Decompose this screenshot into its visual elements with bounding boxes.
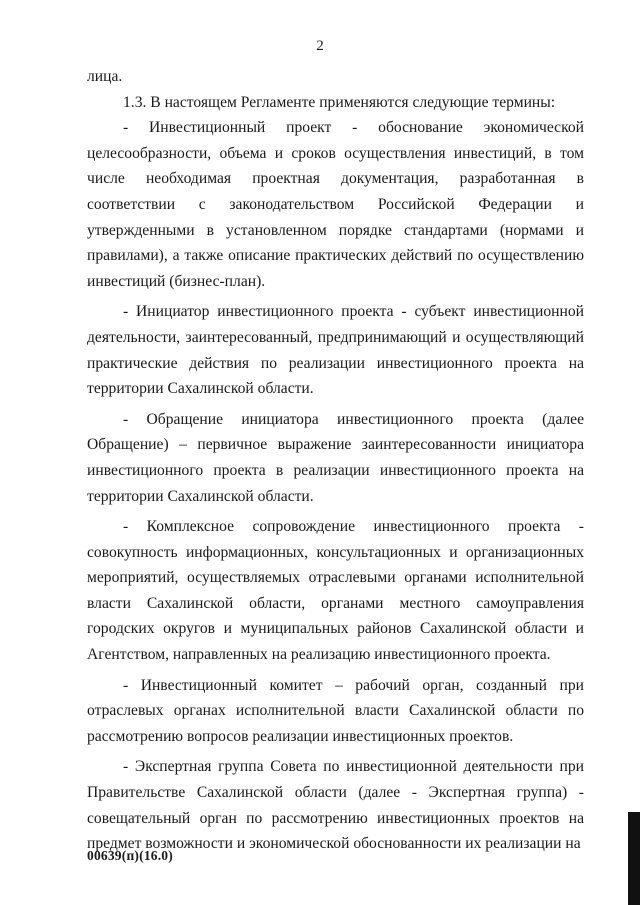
paragraph: - Инвестиционный проект - обоснование экономической целесообразности, объема и сроков осуществления инвестиций, в том числе необходимая проектная документация, разработанная в соответствии с законодательством Российской Федерации и утвержденными в установленном порядке стандартами (нормами и правилами), а также описание практических действий по осуществлению инвестиций (бизнес-план).: [87, 119, 584, 290]
paragraph: - Экспертная группа Совета по инвестиционной деятельности при Правительстве Сахалинской области (далее - Экспертная группа) - совещательный орган по рассмотрению инвестиционных проектов на предмет возможности и экономической обоснованности их реализации на: [87, 758, 584, 853]
paragraph: - Обращение инициатора инвестиционного проекта (далее Обращение) – первичное выражение заинтересованности инициатора инвестиционного проекта в реализации инвестиционного проекта на территории Сахалинской области.: [87, 410, 584, 505]
paragraph: лица.: [87, 68, 123, 85]
paragraph: - Инвестиционный комитет – рабочий орган, созданный при отраслевых органах исполнительной власти Сахалинской области по рассмотрению вопросов реализации инвестиционных проектов.: [87, 676, 584, 745]
paragraph: 1.3. В настоящем Регламенте применяются следующие термины:: [123, 93, 556, 111]
document-body: [87, 64, 584, 857]
paragraph: - Инициатор инвестиционного проекта - субъект инвестиционной деятельности, заинтересованный, предпринимающий и осуществляющий практические действия по реализации инвестиционного проекта на территории Сахалинской области.: [87, 303, 584, 398]
page-number: 2: [316, 38, 324, 54]
paragraph: - Комплексное сопровождение инвестиционного проекта - совокупность информационных, консультационных и организационных мероприятий, осуществляемых отраслевыми органами исполнительной власти Сахалинской области, органами местного самоуправления городских округов и муниципальных районов Сахалинской области и Агентством, направленных на реализацию инвестиционного проекта.: [87, 518, 584, 664]
edge-bar: [628, 812, 640, 905]
document-code: 00639(п)(16.0): [87, 848, 173, 863]
